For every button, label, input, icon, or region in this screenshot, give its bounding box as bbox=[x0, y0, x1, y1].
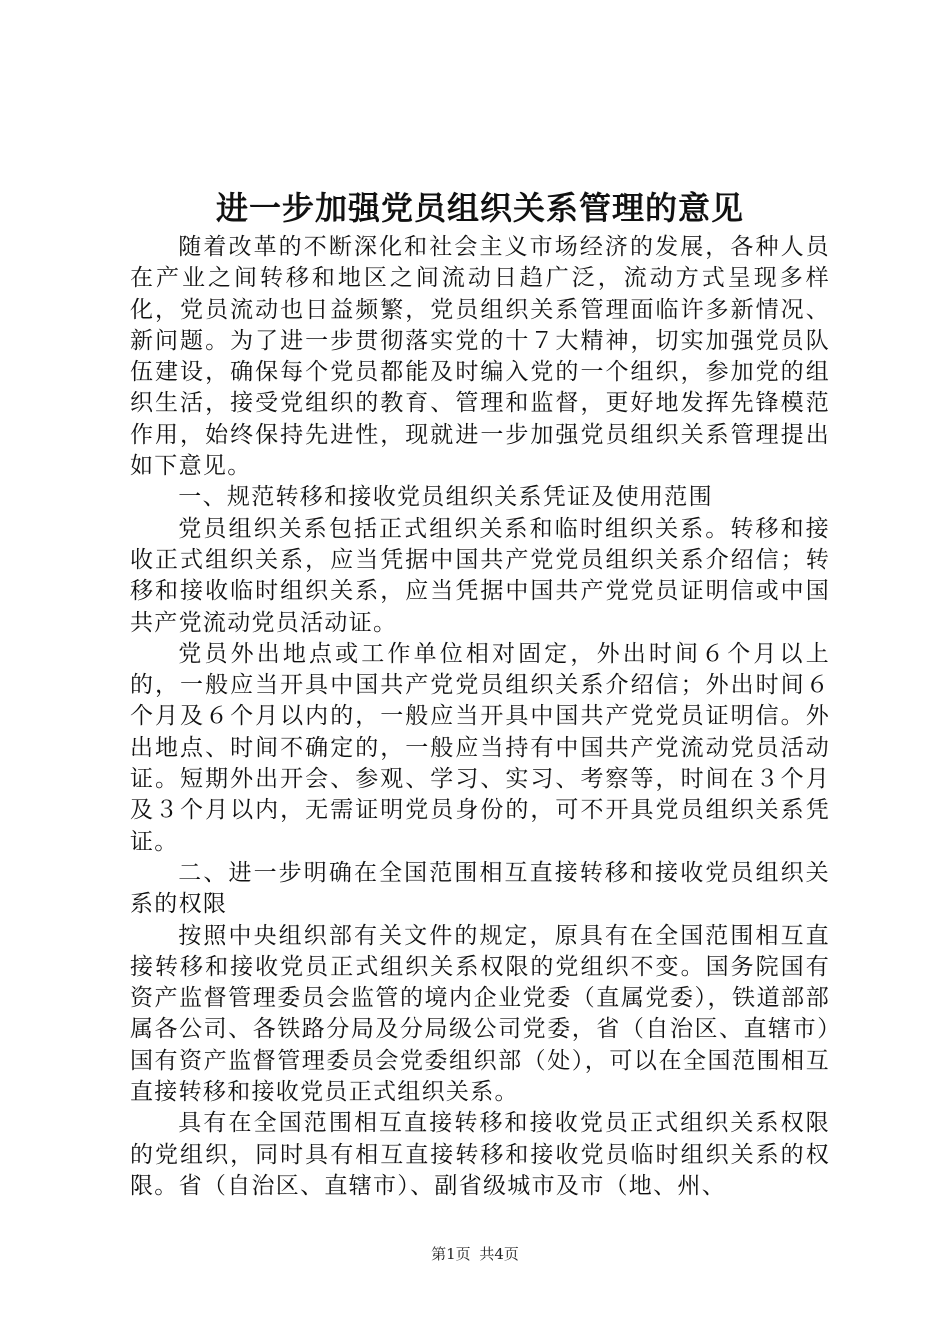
paragraph: 具有在全国范围相互直接转移和接收党员正式组织关系权限的党组织，同时具有相互直接转移和接收党员临时组织关系的权限。省（自治区、直辖市）、副省级城市及市（地、州、 bbox=[130, 1110, 830, 1199]
page-number: 第1页 bbox=[431, 1245, 471, 1263]
page-footer bbox=[0, 1244, 950, 1264]
paragraph: 党员外出地点或工作单位相对固定，外出时间６个月以上的，一般应当开具中国共产党党员组织关系介绍信；外出时间６个月及６个月以内的，一般应当开具中国共产党党员证明信。外出地点、时间不确定的，一般应当持有中国共产党流动党员活动证。短期外出开会、参观、学习、实习、考察等，时间在３个月及３个月以内，无需证明党员身份的，可不开具党员组织关系凭证。 bbox=[130, 640, 830, 855]
paragraph: 按照中央组织部有关文件的规定，原具有在全国范围相互直接转移和接收党员正式组织关系权限的党组织不变。国务院国有资产监督管理委员会监管的境内企业党委（直属党委），铁道部部属各公司、各铁路分局及分局级公司党委，省（自治区、直辖市）国有资产监督管理委员会党委组织部（处），可以在全国范围相互直接转移和接收党员正式组织关系。 bbox=[130, 922, 830, 1106]
section-heading: 二、进一步明确在全国范围相互直接转移和接收党员组织关系的权限 bbox=[130, 859, 830, 918]
page-total: 共4页 bbox=[479, 1245, 519, 1263]
document-title: 进一步加强党员组织关系管理的意见 bbox=[215, 189, 744, 227]
section-heading: 一、规范转移和接收党员组织关系凭证及使用范围 bbox=[178, 484, 713, 511]
document-body bbox=[130, 232, 830, 1202]
paragraph: 党员组织关系包括正式组织关系和临时组织关系。转移和接收正式组织关系，应当凭据中国共产党党员组织关系介绍信；转移和接收临时组织关系，应当凭据中国共产党党员证明信或中国共产党流动党员活动证。 bbox=[130, 515, 830, 636]
paragraph: 随着改革的不断深化和社会主义市场经济的发展，各种人员在产业之间转移和地区之间流动日趋广泛，流动方式呈现多样化，党员流动也日益频繁，党员组织关系管理面临许多新情况、新问题。为了进一步贯彻落实党的十７大精神，切实加强党员队伍建设，确保每个党员都能及时编入党的一个组织，参加党的组织生活，接受党组织的教育、管理和监督，更好地发挥先锋模范作用，始终保持先进性，现就进一步加强党员组织关系管理提出如下意见。 bbox=[130, 234, 830, 480]
